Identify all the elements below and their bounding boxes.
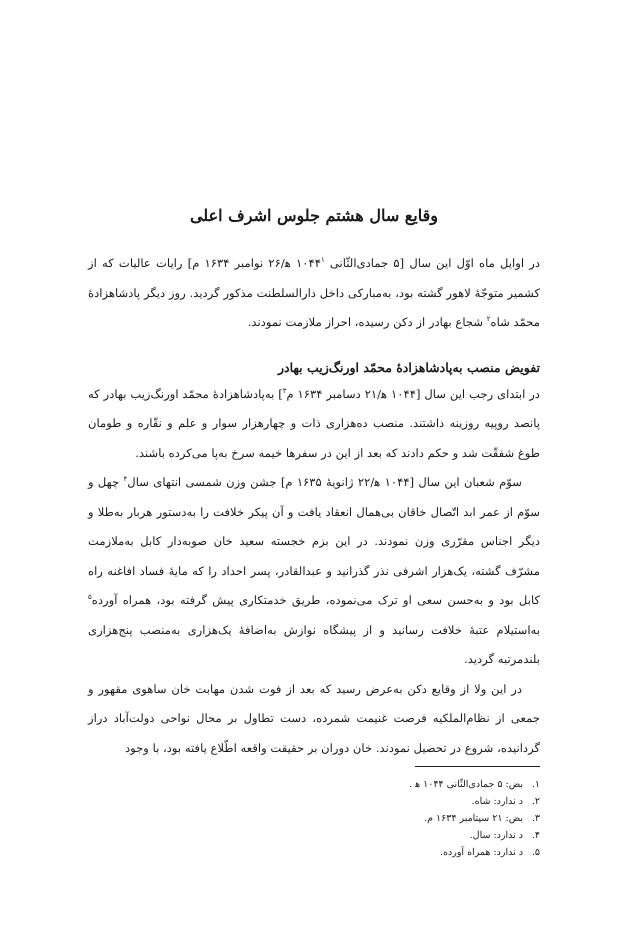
footnote-ref-3[interactable]: ۳ (282, 386, 287, 395)
paragraph-1-text-a: در اوایل ماه اوّل این سال [۵ جمادی‌الثّانی ۱۰۴۴ (296, 256, 540, 270)
footnote-item (300, 827, 540, 844)
paragraph-3-text-b: چهل و سوّم از عمر ابد اتّصال خاقان بی‌همال انعقاد یافت و آن پیکر خلافت را به‌دستور هربار به‌طلا و دیگر اجناس مقرّری وزن نمودند. در این بزم خجسته سعید خان صوبه‌دار کابل به‌ملازمت مشرّف گشته، یک‌هزار اشرفی نذر گذرانید و عبدالقادر، پسر احداد را که مایهٔ فساد افاغنه راه کابل بود و به‌حسن سعی او ترک می‌نموده، طریق خدمتکاری پیش گرفته بود، همراه آورده (88, 475, 540, 607)
paragraph-3-text-c: به‌استیلام عتبهٔ خلافت رسانید و از پیشگاه نوازش به‌اضافهٔ یک‌هزاری به‌منصب پنج‌هزاری بلندمرتبه گردید. (88, 622, 540, 666)
footnote-ref-5[interactable]: ۵ (88, 593, 92, 602)
footnote-number: ۳. (531, 813, 540, 824)
footnote-text: بض: ۲۱ سپتامبر ۱۶۳۴ م. (424, 813, 523, 824)
footnote-ref-4[interactable]: ۴ (123, 475, 128, 484)
footnote-text: د ندارد: سال. (469, 830, 523, 841)
footnote-number: ۱. (531, 779, 540, 790)
chapter-title: وقایع سال هشتم جلوس اشرف اعلی (189, 206, 439, 225)
paragraph-2-text-a: در ابتدای رجب این سال [۱۰۴۴ ه‍/۲۱ دسامبر ۱۶۳۴ م (286, 386, 540, 401)
section-heading: تفویض منصب به‌پادشاهزادهٔ محمّد اورنگ‌زیب بهادر (278, 359, 540, 375)
footnote-number: ۲. (531, 796, 540, 807)
footnote-item (300, 844, 540, 861)
paragraph-1-text-c: شجاع بهادر از دکن رسیده، احراز ملازمت نمودند. (247, 315, 487, 329)
paragraph-1-text-b: ه‍/۲۶ نوامبر ۱۶۳۴ م] رایات عالیات که از کشمیر متوجّهٔ لاهور گشته بود، به‌مبارکی داخل دارالسلطنت مذکور گردید. روز دیگر پادشاهزادهٔ محمّد شاه (88, 256, 540, 329)
paragraph-2-text-b: ] به‌پادشاهزادهٔ محمّد اورنگ‌زیب بهادر که پانصد روپیه روزینه داشتند. منصب ده‌هزاری ذات و چهارهزار سوار و علم و نقّاره و طومان طوغ شفقّت شد و حکم دادند که بعد از این در سفرها خیمه سرخ به‌پا می‌کرده باشند. (88, 386, 540, 460)
footnote-number: ۴. (531, 830, 540, 841)
footnotes-list (300, 776, 540, 861)
footnote-divider (415, 766, 540, 767)
footnote-item (300, 776, 540, 793)
footnote-item (300, 810, 540, 827)
paragraph-2 (88, 380, 540, 469)
footnote-text: د ندارد: شاه. (471, 796, 523, 807)
paragraph-1 (88, 249, 540, 338)
paragraph-3-text-a: سوّم شعبان این سال [۱۰۴۴ ه‍/۲۲ ژانویهٔ ۱۶۳۵ م] جشن وزن شمسی انتهای سال (127, 475, 522, 489)
footnote-ref-1[interactable]: ۱ (320, 256, 325, 265)
footnote-text: د ندارد: همراه آورده. (440, 847, 523, 858)
footnote-ref-2[interactable]: ۲ (486, 315, 491, 324)
footnote-number: ۵. (531, 847, 540, 858)
paragraph-4: در این ولا از وقایع دکن به‌عرض رسید که بعد از فوت شدن مهابت خان ساهوی مقهور و جمعی از نظام‌الملکیه فرصت غنیمت شمرده، دست تطاول بر محال نواحی دولت‌آباد دراز گردانیده، شروع در تحصیل نمودند. خان دوران بر حقیقت واقعه اطّلاع یافته بود، با وجود (88, 681, 540, 755)
paragraph-3 (88, 468, 540, 675)
footnote-item (300, 793, 540, 810)
footnote-text: بض: ۵ جمادی‌الثّانی ۱۰۴۴ ه‍ . (409, 779, 523, 790)
main-text-block (88, 205, 540, 763)
